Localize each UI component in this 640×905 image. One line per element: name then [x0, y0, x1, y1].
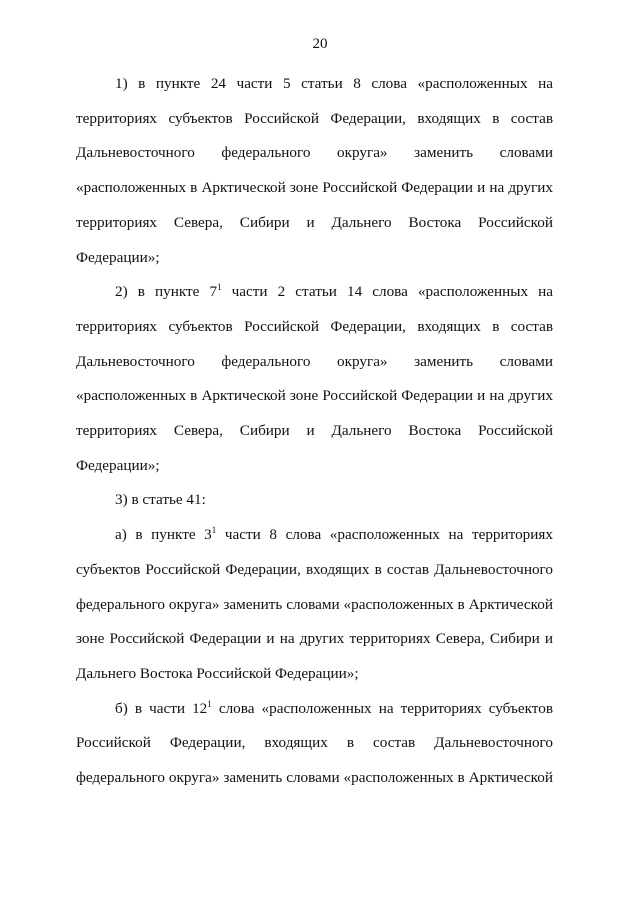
superscript-index: 1: [217, 282, 222, 293]
paragraph-text: части 2 статьи 14 слова «расположенных на территориях субъектов Российской Федерации, входящих в состав Дальневосточного федерального округа» заменить словами «расположенных в Арктической зоне Российской Федерации и на других территориях Севера, Сибири и Дальнего Востока Российской Федерации»;: [76, 283, 553, 474]
paragraph-text: слова «расположенных на территориях субъектов Российской Федерации, входящих в состав Дальневосточного федерального округа» заменить словами «расположенных в Арктической: [76, 699, 553, 787]
paragraph-text: а) в пункте 3: [115, 526, 212, 544]
paragraph-item-2: [76, 275, 553, 483]
paragraph-item-1: [76, 67, 553, 275]
page-number: 20: [312, 36, 328, 52]
paragraph-text: части 8 слова «расположенных на территориях субъектов Российской Федерации, входящих в состав Дальневосточного федерального округа» заменить словами «расположенных в Арктической зоне Российской Федерации и на других территориях Севера, Сибири и Дальнего Востока Российской Федерации»;: [76, 526, 553, 682]
paragraph-text: 3) в статье 41:: [115, 491, 206, 509]
paragraph-text: 1) в пункте 24 части 5 статьи 8 слова «расположенных на территориях субъектов Российской Федерации, входящих в состав Дальневосточного федерального округа» заменить словами «расположенных в Арктической зоне Российской Федерации и на других территориях Севера, Сибири и Дальнего Востока Российской Федерации»;: [76, 75, 553, 266]
document-body: [76, 67, 553, 796]
superscript-index: 1: [207, 698, 212, 709]
subparagraph-item-a: [76, 518, 553, 692]
superscript-index: 1: [211, 525, 217, 536]
paragraph-text: б) в части 12: [115, 699, 208, 717]
paragraph-item-3: [76, 483, 553, 518]
paragraph-text: 2) в пункте 7: [115, 283, 218, 301]
subparagraph-item-b: [76, 692, 553, 796]
